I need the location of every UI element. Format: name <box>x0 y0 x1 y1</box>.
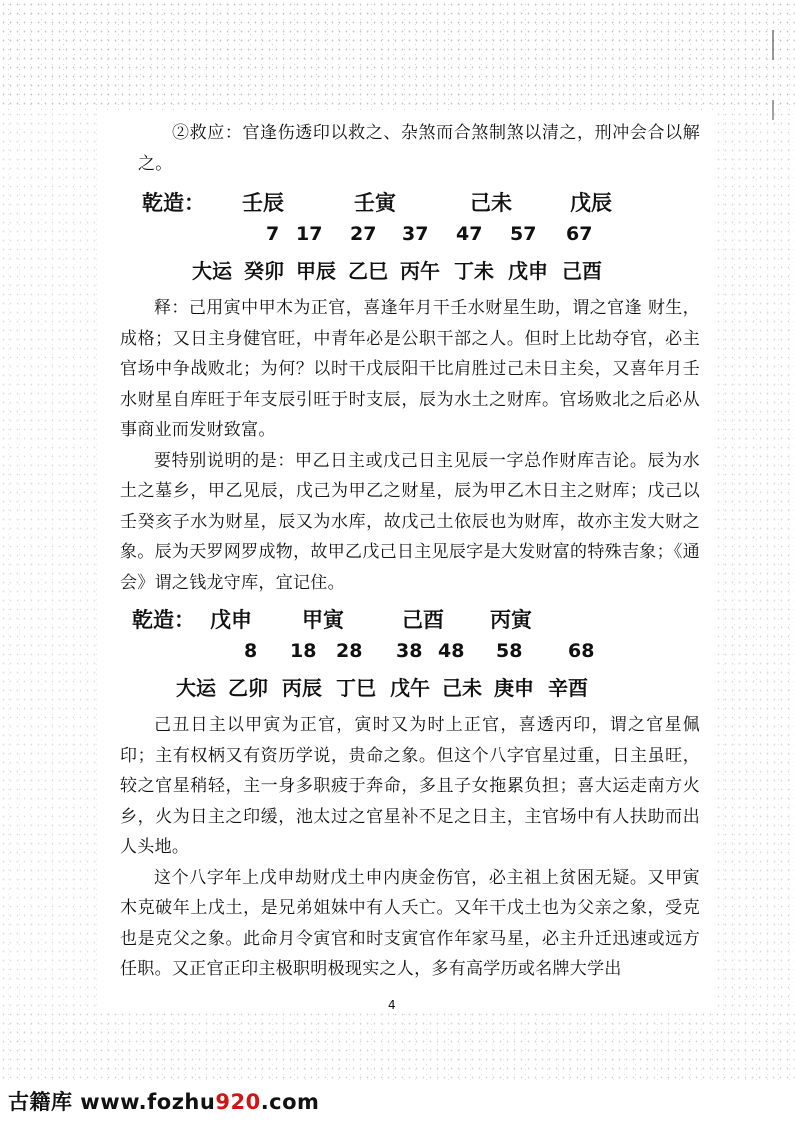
chart2-dayun-item: 丁巳 <box>336 676 376 700</box>
chart2-ages <box>120 638 700 670</box>
chart1-age: 47 <box>456 223 483 245</box>
chart2-age: 68 <box>568 640 595 662</box>
watermark-suffix: .com <box>260 1090 320 1114</box>
chart1-ages <box>120 221 700 253</box>
chart2-dayun-item: 辛酉 <box>548 676 588 700</box>
chart2-analysis-paragraph: 己丑日主以甲寅为正官，寅时又为时上正官，喜透丙印，谓之官星佩印；主有权柄又有资历学说，贵命之象。但这个八字官星过重，日主虽旺，较之官星稍轻，主一身多职疲于奔命，多且子女拖累负担；喜大运走南方火乡，火为日主之印缓，池太过之官星补不足之日主，主官场中有人扶助而出人头地。 <box>120 715 700 857</box>
chart1-age: 27 <box>350 223 377 245</box>
chart1-dayun-item: 丙午 <box>400 259 440 283</box>
chart2-age: 8 <box>244 640 258 662</box>
chart1-age: 37 <box>402 223 429 245</box>
chart1-dayun <box>120 253 700 291</box>
chart2-pillar-year: 戊申 <box>210 608 252 632</box>
chart1-pillar-hour: 戊辰 <box>570 191 612 215</box>
chart1-age: 7 <box>266 223 280 245</box>
site-watermark <box>8 1086 319 1116</box>
chart2-dayun-item: 戊午 <box>390 676 430 700</box>
chart1-dayun-item: 丁未 <box>454 259 494 283</box>
chart1-dayun-label: 大运 <box>192 259 232 283</box>
chart2-dayun-item: 丙辰 <box>282 676 322 700</box>
page-edge-line <box>772 30 774 1030</box>
chart2-pillars <box>120 604 700 638</box>
chart2-family-paragraph: 这个八字年上戊申劫财戊土申内庚金伤官，必主祖上贫困无疑。又甲寅木克破年上戊土，是兄弟姐妹中有人夭亡。又年干戊土也为父亲之象，受克也是克父之象。此命月令寅官和时支寅官作年家马星，必主升迁迅速或远方任职。又正官正印主极职明极现实之人，多有高学历或名牌大学出 <box>120 867 700 979</box>
watermark-prefix: 古籍库 www.fozhu <box>8 1090 216 1114</box>
chart2-label: 乾造： <box>132 608 195 632</box>
chart1-dayun-item: 甲辰 <box>296 259 336 283</box>
chart2-dayun-item: 己未 <box>442 676 482 700</box>
scan-noise-left <box>0 110 100 1010</box>
intro-paragraph: ②救应：官逢伤透印以救之、杂煞而合煞制煞以清之，刑冲会合以解之。 <box>138 123 700 174</box>
watermark-number: 920 <box>215 1090 261 1114</box>
special-note-paragraph: 要特别说明的是：甲乙日主或戊己日主见辰一字总作财库吉论。辰为水土之墓乡，甲乙见辰，戊己为甲乙之财星，辰为甲乙木日主之财库；戊己以壬癸亥子水为财星，辰又为水库，故戊己土依辰也为财库，故亦主发大财之象。辰为天罗网罗成物，故甲乙戊己日主见辰字是大发财富的特殊吉象；《通会》谓之钱龙守库，宜记住。 <box>120 450 700 593</box>
chart1-dayun-item: 癸卯 <box>244 259 284 283</box>
chart1-dayun-item: 乙巳 <box>348 259 388 283</box>
chart1-age: 67 <box>566 223 593 245</box>
chart2-pillar-day: 己酉 <box>402 608 444 632</box>
chart1-dayun-item: 戊申 <box>508 259 548 283</box>
chart2-dayun-label: 大运 <box>176 676 216 700</box>
chart1-pillar-month: 壬寅 <box>354 191 396 215</box>
chart2-pillar-month: 甲寅 <box>302 608 344 632</box>
chart2-age: 58 <box>496 640 523 662</box>
chart1-label: 乾造： <box>142 191 205 215</box>
page-number: 4 <box>388 998 396 1012</box>
chart1-pillar-year: 壬辰 <box>242 191 284 215</box>
chart1-pillar-day: 己未 <box>470 191 512 215</box>
text-body <box>120 118 700 985</box>
chart2-age: 48 <box>438 640 465 662</box>
scan-noise-right <box>715 110 795 1010</box>
chart2-age: 38 <box>396 640 423 662</box>
chart2-dayun <box>120 670 700 708</box>
chart2-age: 28 <box>336 640 363 662</box>
scan-noise-bottom <box>0 1010 795 1080</box>
chart2-pillar-hour: 丙寅 <box>490 608 532 632</box>
chart1-age: 17 <box>296 223 323 245</box>
scan-noise-top <box>0 0 795 110</box>
explanation-paragraph: 释：己用寅中甲木为正官，喜逢年月干壬水财星生助，谓之官逢 财生，成格；又日主身健官旺，中青年必是公职干部之人。但时上比劫夺官，必主官场中争战败北；为何？以时干戊辰阳干比肩胜过己未日主矣，又喜年月壬水财星自库旺于年支辰引旺于时支辰，辰为水土之财库。官场败北之后必从事商业而发财致富。 <box>120 298 700 440</box>
chart1-pillars <box>120 187 700 221</box>
chart1-dayun-item: 己酉 <box>562 259 602 283</box>
chart2-dayun-item: 乙卯 <box>228 676 268 700</box>
chart1-age: 57 <box>510 223 537 245</box>
chart2-dayun-item: 庚申 <box>494 676 534 700</box>
chart2-age: 18 <box>290 640 317 662</box>
